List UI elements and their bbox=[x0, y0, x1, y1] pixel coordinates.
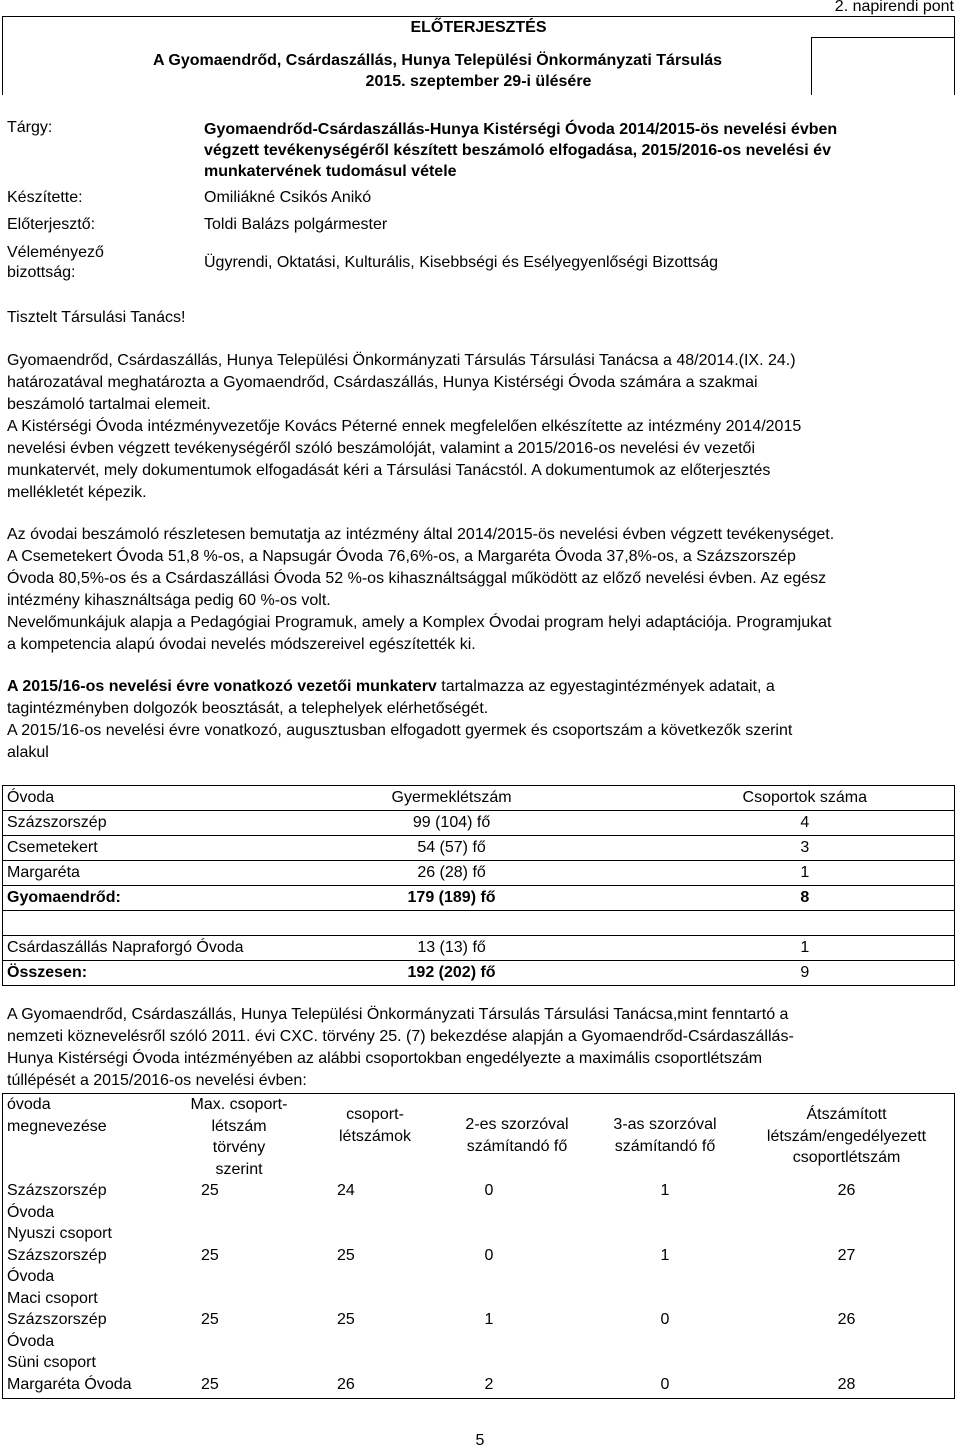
table-cell bbox=[3, 911, 248, 936]
table-cell bbox=[3, 1374, 172, 1399]
table-cell: Gyomaendrőd: bbox=[3, 886, 248, 911]
text-line: beszámoló tartalmai elemeit. bbox=[7, 396, 211, 413]
table-cell: 192 (202) fő bbox=[248, 961, 656, 986]
table-cell: 0 bbox=[660, 1311, 670, 1328]
table-cell: 9 bbox=[656, 961, 955, 986]
table-cell bbox=[3, 1245, 172, 1310]
table-row bbox=[3, 1180, 955, 1245]
table-header bbox=[591, 1094, 739, 1181]
header-line: szerint bbox=[215, 1160, 263, 1178]
table-cell: 54 (57) fő bbox=[248, 836, 656, 861]
table-cell bbox=[248, 911, 656, 936]
row-label-line: Százszorszép bbox=[7, 1246, 107, 1264]
row-label-line: Süni csoport bbox=[7, 1354, 96, 1371]
table-cell bbox=[656, 911, 955, 936]
table-row bbox=[3, 961, 955, 986]
header-line: Max. csoport- bbox=[190, 1096, 288, 1113]
text-line: intézmény kihasználtsága pedig 60 %-os volt. bbox=[7, 592, 331, 609]
text-line: Az óvodai beszámoló részletesen bemutatja az intézmény által 2014/2015-ös nevelési évben végzett tevékenységet. bbox=[7, 526, 835, 543]
table-header-row bbox=[3, 1094, 955, 1181]
prepared-value: Omiliákné Csikós Anikó bbox=[204, 189, 372, 206]
table-row bbox=[3, 1245, 955, 1310]
table-header bbox=[443, 1094, 591, 1181]
table-cell bbox=[3, 1180, 172, 1245]
table-header: Gyermeklétszám bbox=[248, 786, 656, 811]
table-header bbox=[3, 1094, 172, 1181]
table-cell: 1 bbox=[484, 1311, 494, 1328]
text-line bbox=[7, 676, 952, 698]
text-line: Óvoda 80,5%-os és a Csárdaszállási Óvoda 52 %-os kihasználtsággal működött az előző nevelési évben. Az egész bbox=[7, 570, 827, 587]
committee-value: Ügyrendi, Oktatási, Kulturális, Kisebbségi és Esélyegyenlőségi Bizottság bbox=[204, 254, 719, 271]
header-line: törvény bbox=[212, 1139, 266, 1156]
table-cell: 179 (189) fő bbox=[248, 886, 656, 911]
document-subtitle: A Gyomaendrőd, Csárdaszállás, Hunya Települési Önkormányzati Társulás bbox=[153, 52, 723, 69]
table-cell: 1 bbox=[660, 1182, 670, 1199]
table-row bbox=[3, 1309, 955, 1374]
table-cell: 2 bbox=[484, 1375, 494, 1393]
header-line: számítandó fő bbox=[614, 1137, 716, 1155]
table-cell: Összesen: bbox=[3, 961, 248, 986]
row-label-line: Óvoda bbox=[7, 1332, 55, 1350]
header-line: óvoda bbox=[7, 1096, 51, 1113]
document-title: ELŐTERJESZTÉS bbox=[410, 19, 547, 36]
header-line: 3-as szorzóval bbox=[613, 1116, 717, 1133]
committee-label-line: Véleményező bbox=[7, 244, 104, 261]
table-header: Csoportok száma bbox=[656, 786, 955, 811]
text-span: tartalmazza az egyestagintézmények adatait, a bbox=[436, 678, 775, 695]
text-line: nevelési évben végzett tevékenységéről szóló beszámolóját, valamint a 2015/2016-os nevelési év vezetői bbox=[7, 440, 755, 457]
table-cell: Margaréta bbox=[3, 861, 248, 886]
table-header bbox=[171, 1094, 307, 1181]
text-line: Hunya Kistérségi Óvoda intézményében az alábbi csoportokban engedélyezte a maximális csoportlétszám bbox=[7, 1050, 763, 1067]
header-line: Átszámított bbox=[806, 1106, 887, 1123]
header-line: megnevezése bbox=[7, 1117, 107, 1135]
subject-label: Tárgy: bbox=[7, 119, 53, 136]
table-cell: 0 bbox=[484, 1246, 494, 1264]
salutation: Tisztelt Társulási Tanács! bbox=[7, 309, 186, 326]
subject-value bbox=[204, 119, 944, 182]
text-line: munkatervét, mely dokumentumok elfogadását kéri a Társulási Tanácstól. A dokumentumok az előterjesztés bbox=[7, 462, 771, 479]
agenda-item: 2. napirendi pont bbox=[834, 0, 954, 15]
paragraph-1 bbox=[7, 350, 952, 504]
committee-label bbox=[7, 243, 104, 283]
meeting-date: 2015. szeptember 29-i ülésére bbox=[365, 73, 592, 90]
header-line: létszám/engedélyezett bbox=[766, 1127, 927, 1145]
row-label-line: Százszorszép bbox=[7, 1311, 107, 1328]
text-line: A 2015/16-os nevelési évre vonatkozó, augusztusban elfogadott gyermek és csoportszám a következők szerint bbox=[7, 722, 793, 739]
table-header bbox=[739, 1094, 955, 1181]
submitter-value: Toldi Balázs polgármester bbox=[204, 216, 388, 233]
table-cell: 25 bbox=[201, 1311, 219, 1328]
table-row bbox=[3, 811, 955, 836]
paragraph-4 bbox=[7, 1004, 952, 1092]
table-cell: 26 bbox=[837, 1182, 856, 1199]
table-cell: 0 bbox=[660, 1375, 670, 1393]
text-line: a kompetencia alapú óvodai nevelés módszereivel egészítették ki. bbox=[7, 636, 476, 653]
table-cell: 1 bbox=[656, 936, 955, 961]
header-line: számítandó fő bbox=[466, 1137, 568, 1155]
row-label-line: Százszorszép bbox=[7, 1182, 107, 1199]
table-cell: 8 bbox=[656, 886, 955, 911]
text-line: Gyomaendrőd, Csárdaszállás, Hunya Települési Önkormányzati Társulás Társulási Tanácsa a 48/2014.(IX. 24.) bbox=[7, 352, 796, 369]
group-count-table bbox=[2, 785, 955, 986]
table-cell: 0 bbox=[484, 1182, 494, 1199]
title-box bbox=[2, 16, 955, 95]
text-line: nemzeti köznevelésről szóló 2011. évi CXC. törvény 25. (7) bekezdése alapján a Gyomaendrőd-Csárdaszállás- bbox=[7, 1028, 794, 1045]
table-cell: 99 (104) fő bbox=[248, 811, 656, 836]
text-line: alakul bbox=[7, 744, 49, 761]
table-cell: Százszorszép bbox=[3, 811, 248, 836]
table-cell: Csárdaszállás Napraforgó Óvoda bbox=[3, 936, 248, 961]
table-cell: 25 bbox=[337, 1246, 355, 1264]
subject-line: Gyomaendrőd-Csárdaszállás-Hunya Kistérségi Óvoda 2014/2015-ös nevelési évben bbox=[204, 121, 838, 138]
overflow-permission-table bbox=[2, 1093, 955, 1399]
header-line: létszám bbox=[211, 1117, 267, 1135]
paragraph-2 bbox=[7, 524, 952, 656]
text-line: A Csemetekert Óvoda 51,8 %-os, a Napsugár Óvoda 76,6%-os, a Margaréta Óvoda 37,8%-os, a Százszorszép bbox=[7, 548, 796, 565]
table-cell: Csemetekert bbox=[3, 836, 248, 861]
text-line: mellékletét képezik. bbox=[7, 484, 147, 501]
table-cell: 25 bbox=[337, 1311, 355, 1328]
text-line: A Kistérségi Óvoda intézményvezetője Kovács Péterné ennek megfelelően elkészítette az intézmény 2014/2015 bbox=[7, 418, 802, 435]
table-spacer bbox=[3, 911, 955, 936]
subject-line: végzett tevékenységéről készített beszámoló elfogadása, 2015/2016-os nevelési év bbox=[204, 142, 831, 159]
row-label-line: Óvoda bbox=[7, 1268, 55, 1285]
table-cell: 25 bbox=[201, 1246, 219, 1264]
row-label-line: Maci csoport bbox=[7, 1289, 98, 1307]
table-cell: 13 (13) fő bbox=[248, 936, 656, 961]
table-cell: 25 bbox=[201, 1182, 219, 1199]
table-cell: 1 bbox=[656, 861, 955, 886]
table-cell: 4 bbox=[656, 811, 955, 836]
committee-label-line: bizottság: bbox=[7, 264, 76, 281]
table-row bbox=[3, 1374, 955, 1399]
paragraph-3 bbox=[7, 676, 952, 764]
submitter-label: Előterjesztő: bbox=[7, 216, 96, 233]
table-cell: 26 (28) fő bbox=[248, 861, 656, 886]
divider bbox=[812, 37, 954, 38]
row-label-line: Nyuszi csoport bbox=[7, 1225, 112, 1242]
text-line: Nevelőmunkájuk alapja a Pedagógiai Programuk, amely a Komplex Óvodai program helyi adaptációja. Programjukat bbox=[7, 614, 832, 631]
text-line: túllépését a 2015/2016-os nevelési évben: bbox=[7, 1072, 307, 1089]
prepared-label: Készítette: bbox=[7, 189, 83, 206]
table-row bbox=[3, 936, 955, 961]
subject-line: munkatervének tudomásul vétele bbox=[204, 163, 457, 180]
bold-phrase: A 2015/16-os nevelési évre vonatkozó vezetői munkaterv bbox=[7, 678, 437, 695]
text-line: A Gyomaendrőd, Csárdaszállás, Hunya Települési Önkormányzati Társulás Társulási Tanácsa,mint fenntartó a bbox=[7, 1006, 789, 1023]
header-line: csoportlétszám bbox=[792, 1149, 901, 1166]
table-cell: 25 bbox=[201, 1375, 219, 1393]
text-line: tagintézményben dolgozók beosztását, a telephelyek elérhetőségét. bbox=[7, 700, 489, 717]
text-line: határozatával meghatározta a Gyomaendrőd, Csárdaszállás, Hunya Kistérségi Óvoda számára a szakmai bbox=[7, 374, 758, 391]
table-cell: 1 bbox=[660, 1246, 670, 1264]
table-cell: 27 bbox=[837, 1246, 856, 1264]
table-header bbox=[307, 1094, 443, 1181]
table-cell: 28 bbox=[837, 1375, 856, 1393]
table-cell bbox=[3, 1309, 172, 1374]
header-line: 2-es szorzóval bbox=[465, 1116, 569, 1133]
header-line: létszámok bbox=[338, 1127, 412, 1145]
table-row bbox=[3, 861, 955, 886]
table-cell: 26 bbox=[337, 1375, 355, 1393]
header-line: csoport- bbox=[346, 1106, 404, 1123]
row-label-line: Óvoda bbox=[7, 1203, 55, 1221]
table-row bbox=[3, 886, 955, 911]
table-row bbox=[3, 836, 955, 861]
table-header: Óvoda bbox=[3, 786, 248, 811]
table-cell: 3 bbox=[656, 836, 955, 861]
table-cell: 26 bbox=[837, 1311, 856, 1328]
row-label-line: Margaréta Óvoda bbox=[7, 1375, 132, 1393]
table-cell: 24 bbox=[337, 1182, 355, 1199]
page-number: 5 bbox=[475, 1432, 485, 1449]
